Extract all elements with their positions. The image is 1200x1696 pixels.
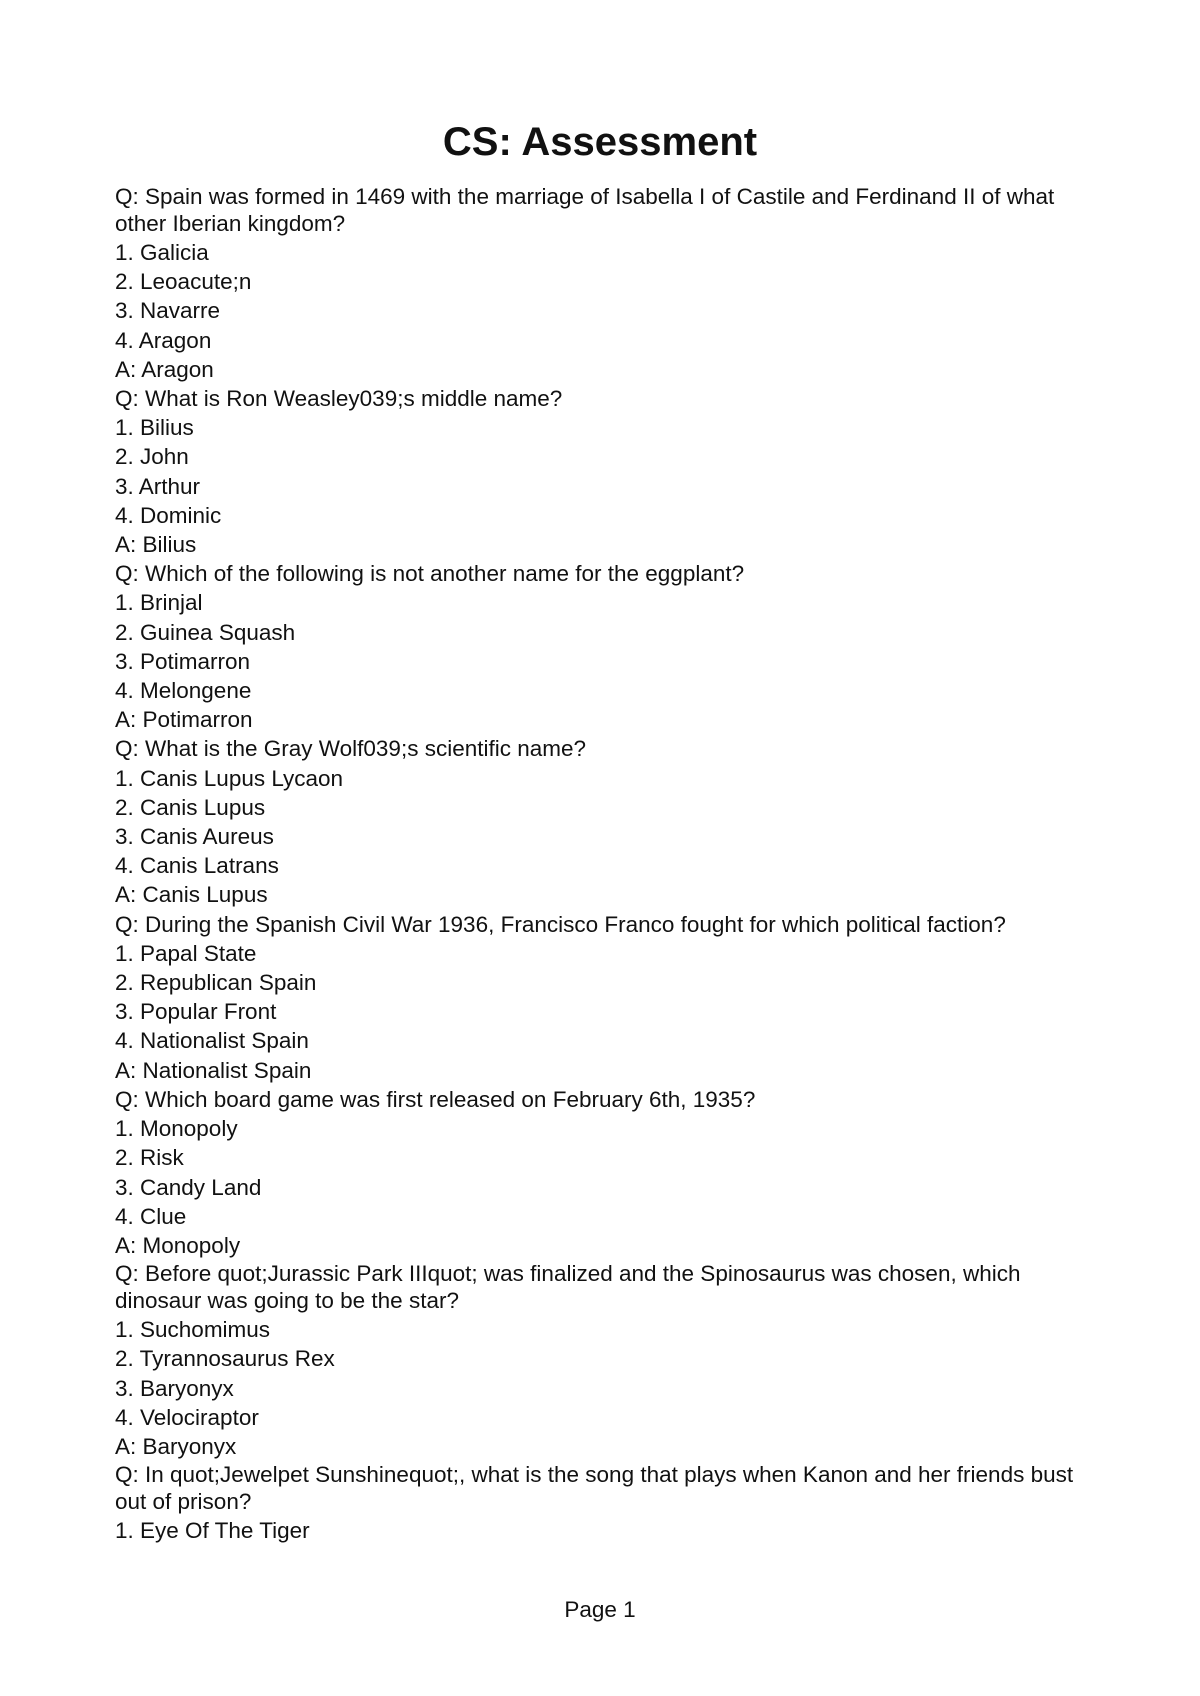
answer-option: 4. Nationalist Spain xyxy=(115,1028,309,1054)
answer-option: 3. Candy Land xyxy=(115,1174,262,1200)
correct-answer: A: Nationalist Spain xyxy=(115,1057,312,1083)
correct-answer: A: Monopoly xyxy=(115,1232,241,1258)
answer-option: 2. Guinea Squash xyxy=(115,619,296,645)
question-text: Q: During the Spanish Civil War 1936, Francisco Franco fought for which political faction? xyxy=(115,911,1006,937)
answer-option: 4. Melongene xyxy=(115,678,252,704)
answer-option: 1. Canis Lupus Lycaon xyxy=(115,765,344,791)
answer-option: 3. Arthur xyxy=(115,473,201,499)
question-block xyxy=(115,1261,1095,1461)
question-text: Q: Which of the following is not another name for the eggplant? xyxy=(115,561,745,587)
answer-option: 4. Dominic xyxy=(115,502,222,528)
question-list xyxy=(115,183,1095,1545)
answer-option: 3. Popular Front xyxy=(115,999,277,1025)
question-block xyxy=(115,734,1095,909)
question-text: Q: Spain was formed in 1469 with the marriage of Isabella I of Castile and Ferdinand II of what other Iberian kingdom? xyxy=(115,184,1055,236)
question-text: Q: Which board game was first released on February 6th, 1935? xyxy=(115,1086,756,1112)
question-block xyxy=(115,559,1095,734)
answer-option: 4. Canis Latrans xyxy=(115,853,279,879)
answer-option: 4. Clue xyxy=(115,1203,187,1229)
answer-option: 3. Baryonyx xyxy=(115,1375,234,1401)
answer-option: 2. Tyrannosaurus Rex xyxy=(115,1346,335,1372)
answer-option: 3. Navarre xyxy=(115,298,221,324)
question-text: Q: Before quot;Jurassic Park IIIquot; was finalized and the Spinosaurus was chosen, which dinosaur was going to be the star? xyxy=(115,1261,1021,1313)
question-text: Q: In quot;Jewelpet Sunshinequot;, what is the song that plays when Kanon and her friends bust out of prison? xyxy=(115,1462,1074,1514)
answer-option: 1. Papal State xyxy=(115,940,257,966)
correct-answer: A: Canis Lupus xyxy=(115,882,268,908)
answer-option: 1. Galicia xyxy=(115,240,209,265)
correct-answer: A: Bilius xyxy=(115,532,197,558)
question-text: Q: What is Ron Weasley039;s middle name? xyxy=(115,386,563,412)
correct-answer: A: Potimarron xyxy=(115,707,253,733)
answer-option: 4. Aragon xyxy=(115,327,212,353)
answer-option: 1. Monopoly xyxy=(115,1116,238,1142)
question-text: Q: What is the Gray Wolf039;s scientific name? xyxy=(115,736,587,762)
question-block xyxy=(115,1462,1095,1545)
question-block xyxy=(115,184,1095,384)
correct-answer: A: Aragon xyxy=(115,356,214,382)
answer-option: 3. Potimarron xyxy=(115,648,251,674)
answer-option: 1. Eye Of The Tiger xyxy=(115,1518,310,1544)
page-number: Page 1 xyxy=(564,1597,636,1622)
answer-option: 2. Risk xyxy=(115,1145,184,1171)
answer-option: 1. Brinjal xyxy=(115,590,203,616)
question-block xyxy=(115,384,1095,559)
answer-option: 2. Leoacute;n xyxy=(115,269,252,295)
page-title: CS: Assessment xyxy=(442,120,758,164)
answer-option: 3. Canis Aureus xyxy=(115,824,274,850)
answer-option: 1. Bilius xyxy=(115,415,194,441)
answer-option: 2. Canis Lupus xyxy=(115,794,266,820)
answer-option: 1. Suchomimus xyxy=(115,1317,271,1343)
answer-option: 4. Velociraptor xyxy=(115,1404,259,1430)
correct-answer: A: Baryonyx xyxy=(115,1433,237,1459)
question-block xyxy=(115,1085,1095,1260)
answer-option: 2. John xyxy=(115,444,189,470)
question-block xyxy=(115,910,1095,1085)
answer-option: 2. Republican Spain xyxy=(115,970,317,996)
